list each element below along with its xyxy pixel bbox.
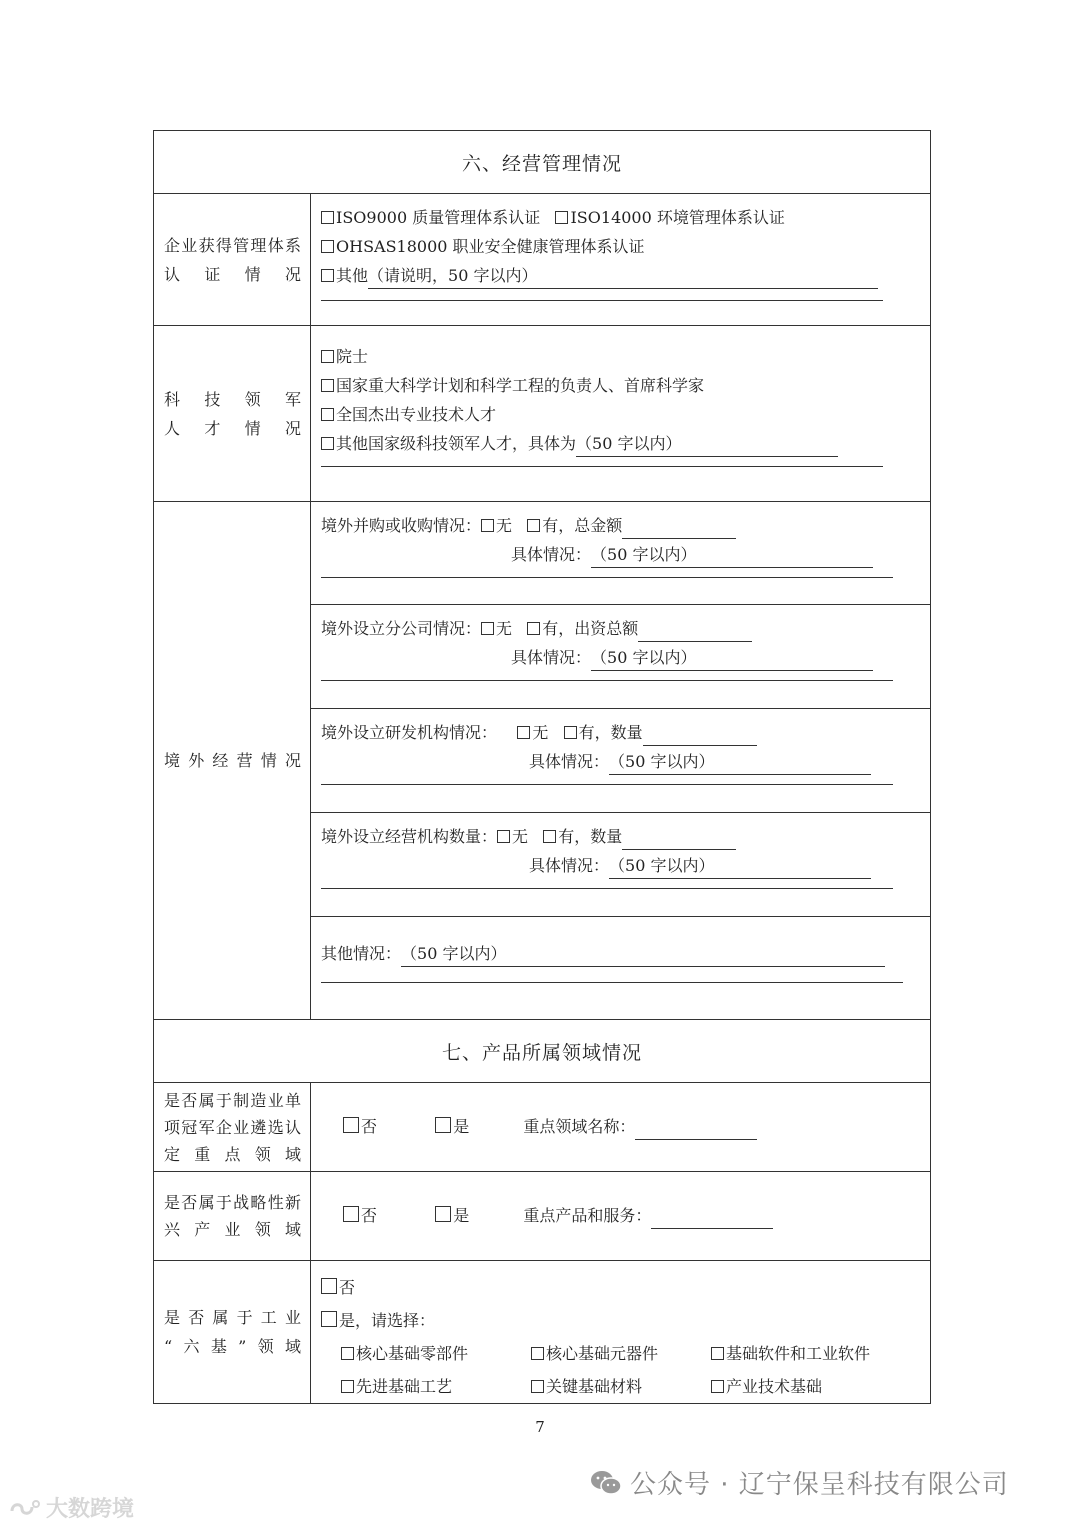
ops-detail-line2[interactable] — [321, 888, 893, 889]
strategic-field-input[interactable] — [651, 1204, 773, 1229]
overseas-cell — [311, 502, 931, 1020]
checkbox-academician[interactable] — [321, 350, 334, 363]
page-number: 7 — [535, 1418, 545, 1436]
cert-other-input[interactable] — [368, 264, 878, 289]
certification-cell — [311, 194, 931, 326]
mna-detail-line2[interactable] — [321, 577, 893, 578]
branch-amount-input[interactable] — [638, 617, 752, 642]
strategic-cell — [311, 1172, 931, 1261]
label-champion: 是否属于制造业单项冠军企业遴选认定重点领域 — [154, 1083, 311, 1172]
label-tech-talent-line2: 人 才 情 况 — [164, 418, 301, 438]
overseas-ops — [311, 813, 930, 917]
six-bases-cell — [311, 1261, 931, 1404]
label-six-bases — [154, 1261, 311, 1404]
talent-other-label: 其他国家级科技领军人才，具体为 — [336, 434, 577, 453]
label-tech-talent — [154, 326, 311, 502]
academician-label: 院士 — [336, 347, 369, 366]
ops-yes-label: 有，数量 — [558, 827, 623, 846]
cert-other-input-line2[interactable] — [321, 300, 883, 301]
mna-detail-label: 具体情况： — [511, 545, 592, 564]
wechat-account — [590, 1464, 1009, 1501]
checkbox-talent-other[interactable] — [321, 437, 334, 450]
checkbox-sixbase-yes[interactable] — [321, 1311, 337, 1327]
talent-other-input-line2[interactable] — [321, 466, 883, 467]
wechat-icon — [590, 1469, 622, 1497]
champion-cell — [311, 1083, 931, 1172]
overseas-other-line2[interactable] — [321, 982, 903, 983]
label-tech-talent-line1: 科 技 领 军 — [164, 389, 301, 409]
label-certification: 企业获得管理体系认证情况 — [154, 194, 311, 326]
checkbox-industry-tech[interactable] — [711, 1380, 724, 1393]
branch-label: 境外设立分公司情况： — [321, 619, 482, 638]
branch-detail-line2[interactable] — [321, 680, 893, 681]
branch-yes-label: 有，出资总额 — [542, 619, 639, 638]
mna-detail-input[interactable] — [591, 543, 873, 568]
strategic-field-label: 重点产品和服务： — [523, 1206, 652, 1225]
watermark — [8, 1492, 134, 1523]
checkbox-core-components[interactable] — [531, 1347, 544, 1360]
rnd-detail-line2[interactable] — [321, 784, 893, 785]
overseas-other — [311, 917, 930, 1019]
iso9000-label: ISO9000 质量管理体系认证 — [336, 208, 541, 227]
checkbox-outstanding-talent[interactable] — [321, 408, 334, 421]
ops-count-input[interactable] — [622, 825, 736, 850]
sixbase-yes-label: 是，请选择： — [339, 1311, 436, 1330]
industry-tech-label: 产业技术基础 — [726, 1377, 823, 1396]
section-title-product-field: 七、产品所属领域情况 — [154, 1020, 931, 1083]
cert-other-note: （请说明，50 字以内） — [368, 266, 538, 285]
checkbox-strategic-yes[interactable] — [435, 1206, 451, 1222]
checkbox-mna-no[interactable] — [481, 519, 494, 532]
label-six-bases-line2: “六基”领域 — [164, 1337, 301, 1356]
tech-talent-cell — [311, 326, 931, 502]
checkbox-ops-yes[interactable] — [543, 830, 556, 843]
checkbox-rnd-no[interactable] — [517, 726, 530, 739]
talent-other-input[interactable] — [576, 432, 838, 457]
iso14000-label: ISO14000 环境管理体系认证 — [570, 208, 785, 227]
mna-detail-note: （50 字以内） — [591, 545, 697, 564]
ops-detail-note: （50 字以内） — [609, 856, 715, 875]
chief-scientist-label: 国家重大科学计划和科学工程的负责人、首席科学家 — [336, 376, 705, 395]
checkbox-advanced-process[interactable] — [341, 1380, 354, 1393]
rnd-label: 境外设立研发机构情况： — [321, 723, 498, 742]
checkbox-mna-yes[interactable] — [527, 519, 540, 532]
talent-other-note: （50 字以内） — [576, 434, 682, 453]
overseas-other-input[interactable] — [401, 942, 885, 967]
mna-yes-label: 有，总金额 — [542, 516, 623, 535]
rnd-detail-input[interactable] — [609, 750, 871, 775]
overseas-other-note: （50 字以内） — [401, 944, 507, 963]
checkbox-champion-no[interactable] — [343, 1117, 359, 1133]
core-parts-label: 核心基础零部件 — [356, 1344, 469, 1363]
sixbase-no-label: 否 — [339, 1278, 356, 1297]
wechat-account-name: 公众号 · 辽宁保呈科技有限公司 — [630, 1470, 1009, 1500]
checkbox-strategic-no[interactable] — [343, 1206, 359, 1222]
champion-no-label: 否 — [361, 1117, 378, 1136]
rnd-no-label: 无 — [532, 723, 549, 742]
checkbox-branch-yes[interactable] — [527, 622, 540, 635]
checkbox-branch-no[interactable] — [481, 622, 494, 635]
checkbox-iso14000[interactable] — [555, 211, 568, 224]
checkbox-champion-yes[interactable] — [435, 1117, 451, 1133]
label-overseas: 境外经营情况 — [154, 502, 311, 1020]
basic-software-label: 基础软件和工业软件 — [726, 1344, 871, 1363]
label-strategic: 是否属于战略性新兴产业领域 — [154, 1172, 311, 1261]
checkbox-sixbase-no[interactable] — [321, 1278, 337, 1294]
checkbox-basic-software[interactable] — [711, 1347, 724, 1360]
ops-detail-label: 具体情况： — [529, 856, 610, 875]
mna-label: 境外并购或收购情况： — [321, 516, 482, 535]
checkbox-ohsas[interactable] — [321, 240, 334, 253]
mna-no-label: 无 — [496, 516, 513, 535]
watermark-logo-icon — [8, 1497, 42, 1519]
overseas-rnd — [311, 709, 930, 813]
strategic-yes-label: 是 — [453, 1206, 470, 1225]
branch-no-label: 无 — [496, 619, 513, 638]
champion-field-label: 重点领域名称： — [523, 1117, 636, 1136]
form-table — [153, 130, 931, 1404]
key-materials-label: 关键基础材料 — [546, 1377, 643, 1396]
ops-no-label: 无 — [512, 827, 529, 846]
checkbox-cert-other[interactable] — [321, 269, 334, 282]
checkbox-ops-no[interactable] — [497, 830, 510, 843]
rnd-detail-label: 具体情况： — [529, 752, 610, 771]
section-title-management: 六、经营管理情况 — [154, 131, 931, 194]
branch-detail-input[interactable] — [591, 646, 873, 671]
branch-detail-note: （50 字以内） — [591, 648, 697, 667]
watermark-text: 大数跨境 — [46, 1497, 135, 1522]
advanced-process-label: 先进基础工艺 — [356, 1377, 453, 1396]
checkbox-rnd-yes[interactable] — [564, 726, 577, 739]
ops-detail-input[interactable] — [609, 854, 871, 879]
overseas-other-label: 其他情况： — [321, 944, 402, 963]
cert-other-label: 其他 — [336, 266, 369, 285]
outstanding-talent-label: 全国杰出专业技术人才 — [336, 405, 497, 424]
champion-yes-label: 是 — [453, 1117, 470, 1136]
mna-amount-input[interactable] — [622, 514, 736, 539]
strategic-no-label: 否 — [361, 1206, 378, 1225]
champion-field-input[interactable] — [635, 1115, 757, 1140]
overseas-branch — [311, 605, 930, 709]
label-six-bases-line1: 是否属于工业 — [164, 1308, 301, 1327]
checkbox-key-materials[interactable] — [531, 1380, 544, 1393]
branch-detail-label: 具体情况： — [511, 648, 592, 667]
ops-label: 境外设立经营机构数量： — [321, 827, 498, 846]
overseas-mna — [311, 502, 930, 605]
checkbox-iso9000[interactable] — [321, 211, 334, 224]
rnd-detail-note: （50 字以内） — [609, 752, 715, 771]
rnd-yes-label: 有，数量 — [578, 723, 643, 742]
core-components-label: 核心基础元器件 — [546, 1344, 659, 1363]
checkbox-core-parts[interactable] — [341, 1347, 354, 1360]
rnd-count-input[interactable] — [643, 721, 757, 746]
checkbox-chief-scientist[interactable] — [321, 379, 334, 392]
ohsas-label: OHSAS18000 职业安全健康管理体系认证 — [336, 237, 645, 256]
